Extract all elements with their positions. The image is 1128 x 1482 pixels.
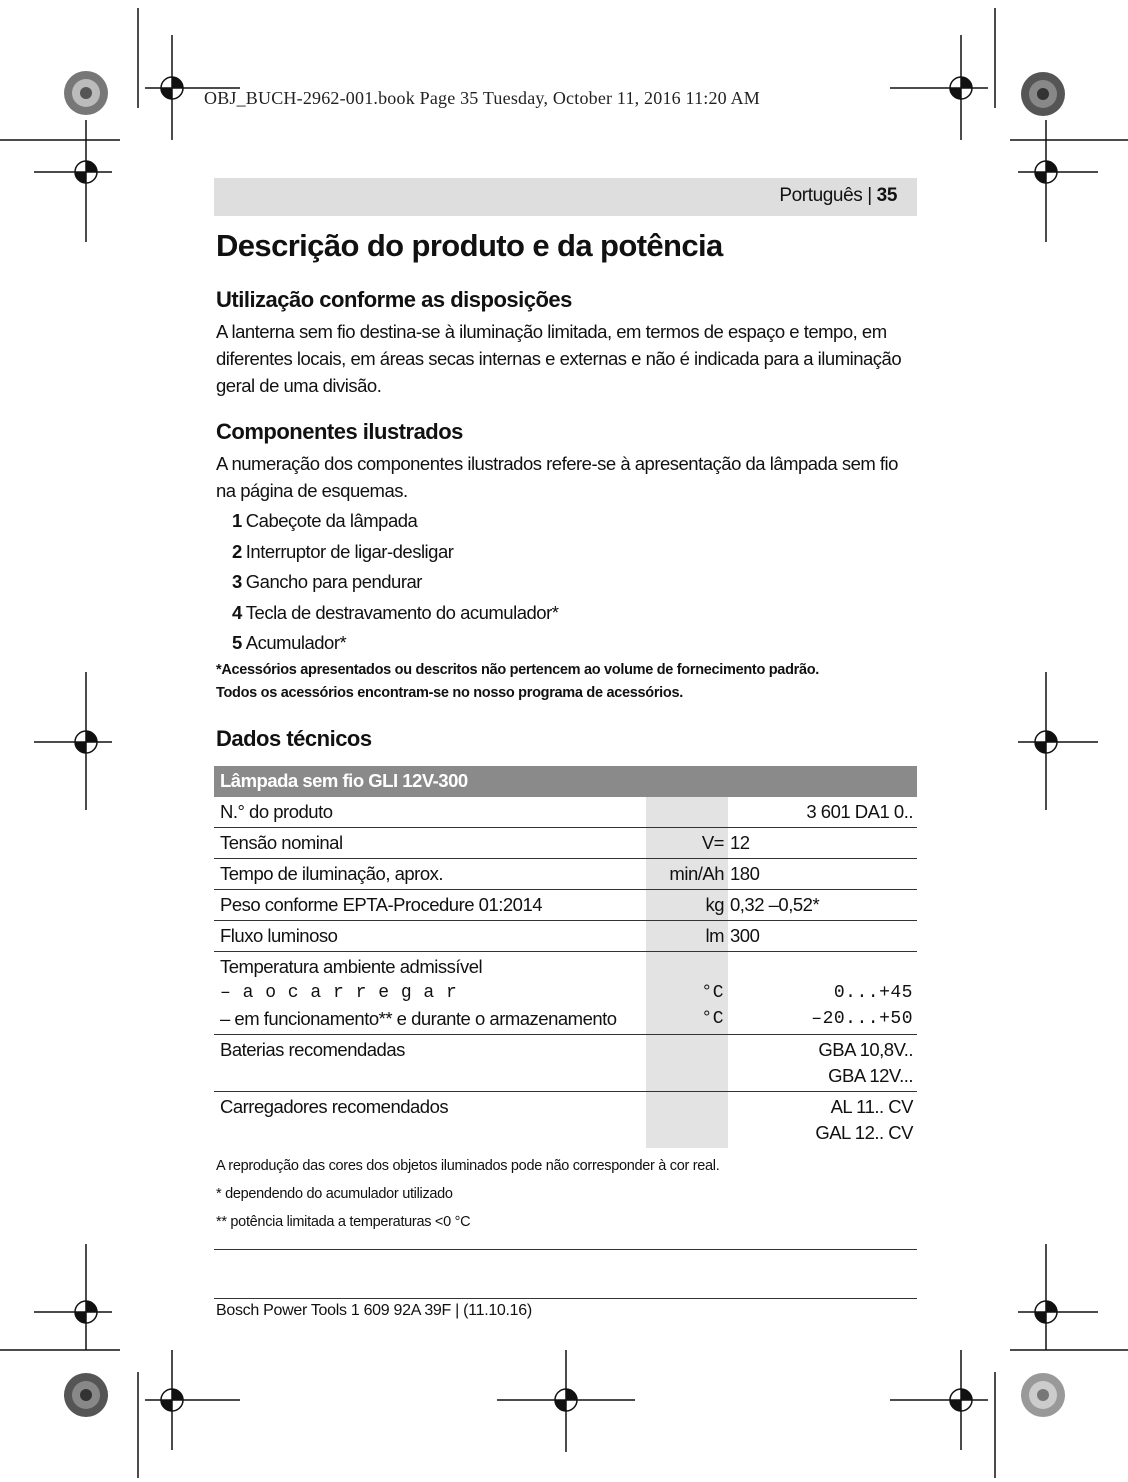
note: * dependendo do acumulador utilizado: [216, 1185, 453, 1202]
components-heading: Componentes ilustrados: [216, 419, 463, 444]
item-label: Acumulador*: [245, 632, 347, 653]
row-unit: [646, 797, 728, 828]
row-label: Tempo de iluminação, aprox.: [214, 858, 646, 889]
temperature-label: Temperatura ambiente admissível: [220, 955, 483, 977]
item-number: 4: [232, 601, 242, 623]
row-unit: min/Ah: [646, 858, 728, 889]
divider: [214, 1298, 917, 1299]
charging-value: 0...+45: [833, 982, 913, 1003]
list-item: [232, 598, 916, 629]
row-unit: V=: [646, 827, 728, 858]
row-unit: [646, 1091, 728, 1148]
components-list: [216, 506, 916, 659]
accessories-note: *Acessórios apresentados ou descritos não pertencem ao volume de fornecimento padrão.: [216, 661, 820, 678]
row-value: 3 601 DA1 0..: [728, 797, 917, 828]
row-value: [728, 951, 917, 1034]
battery-value: GBA 12V...: [828, 1064, 913, 1086]
row-value: [728, 1091, 917, 1148]
divider: [214, 1249, 917, 1250]
note: A reprodução das cores dos objetos iluminados pode não corresponder à cor real.: [216, 1157, 720, 1174]
row-value: 180: [728, 858, 917, 889]
language-label: Português |: [779, 185, 872, 206]
color-wheel-icon: [64, 1373, 108, 1417]
registration-target-icon: [890, 35, 988, 140]
intended-use-heading: Utilização conforme as disposições: [216, 287, 572, 312]
list-item: [232, 537, 916, 568]
charger-value: GAL 12.. CV: [815, 1121, 913, 1143]
row-unit: kg: [646, 889, 728, 920]
table-title: Lâmpada sem fio GLI 12V-300: [214, 766, 917, 797]
row-label: Fluxo luminoso: [214, 920, 646, 951]
list-item: [232, 567, 916, 598]
temperature-operation-label: – em funcionamento** e durante o armazenamento: [220, 1007, 617, 1029]
registration-target-icon: [34, 120, 112, 242]
tech-data-table: [214, 766, 917, 1148]
row-label: Carregadores recomendados: [220, 1095, 449, 1117]
table-row: [214, 951, 917, 1034]
list-item: [232, 506, 916, 537]
table-row: [214, 858, 917, 889]
page-footer: Bosch Power Tools 1 609 92A 39F | (11.10.16): [216, 1302, 532, 1319]
intended-use-text: A lanterna sem fio destina-se à iluminação limitada, em termos de espaço e tempo, em diferentes locais, em áreas secas internas e externas e não é indicada para a iluminação geral de uma divisão.: [216, 321, 902, 396]
battery-value: GBA 10,8V..: [818, 1038, 913, 1060]
table-row: [214, 920, 917, 951]
row-unit: lm: [646, 920, 728, 951]
table-row: [214, 827, 917, 858]
row-label: Peso conforme EPTA-Procedure 01:2014: [214, 889, 646, 920]
charger-value: AL 11.. CV: [830, 1095, 913, 1117]
table-notes: [216, 1152, 916, 1236]
operation-value: –20...+50: [811, 1008, 913, 1029]
language-page-label: [779, 185, 897, 207]
color-wheel-icon: [1021, 1373, 1065, 1417]
language-bar: [214, 178, 917, 216]
row-unit: [646, 951, 728, 1034]
registration-target-icon: [1018, 672, 1098, 810]
row-value: 0,32 –0,52*: [728, 889, 917, 920]
accessories-note: Todos os acessórios encontram-se no nosso programa de acessórios.: [216, 684, 683, 701]
table-row: [214, 797, 917, 828]
table-row: [214, 889, 917, 920]
page-number: 35: [876, 185, 897, 206]
row-label: [214, 951, 646, 1034]
temperature-charging-label: – a o c a r r e g a r: [220, 982, 458, 1003]
item-label: Interruptor de ligar-desligar: [245, 540, 454, 562]
row-value: 300: [728, 920, 917, 951]
row-label: Tensão nominal: [214, 827, 646, 858]
operation-unit: °C: [701, 1008, 724, 1029]
registration-target-icon: [34, 672, 112, 810]
color-wheel-icon: [1021, 72, 1065, 116]
item-number: 2: [232, 540, 242, 562]
item-number: 1: [232, 510, 242, 531]
registration-target-icon: [497, 1350, 635, 1452]
row-value: [728, 1034, 917, 1091]
registration-target-icon: [145, 1350, 240, 1450]
color-wheel-icon: [64, 71, 108, 115]
item-label: Gancho para pendurar: [245, 571, 422, 592]
row-label: Baterias recomendadas: [214, 1034, 646, 1091]
registration-target-icon: [1018, 120, 1098, 242]
note: ** potência limitada a temperaturas <0 °C: [216, 1213, 471, 1230]
print-file-header: OBJ_BUCH-2962-001.book Page 35 Tuesday, October 11, 2016 11:20 AM: [204, 88, 760, 108]
item-label: Cabeçote da lâmpada: [245, 510, 418, 531]
registration-target-icon: [890, 1350, 988, 1450]
main-content: [216, 228, 916, 1236]
registration-target-icon: [34, 1244, 112, 1350]
item-number: 3: [232, 571, 242, 592]
table-row: [214, 1034, 917, 1091]
charging-unit: °C: [701, 982, 724, 1003]
components-intro: A numeração dos componentes ilustrados refere-se à apresentação da lâmpada sem fio na página de esquemas.: [216, 453, 898, 501]
row-label: N.° do produto: [214, 797, 646, 828]
row-value: 12: [728, 827, 917, 858]
page-title: Descrição do produto e da potência: [216, 228, 723, 263]
item-label: Tecla de destravamento do acumulador*: [245, 601, 559, 623]
list-item: [232, 628, 916, 659]
registration-target-icon: [1018, 1244, 1098, 1350]
table-row: [214, 1091, 917, 1148]
tech-data-heading: Dados técnicos: [216, 725, 372, 751]
row-unit: [646, 1034, 728, 1091]
item-number: 5: [232, 632, 242, 653]
